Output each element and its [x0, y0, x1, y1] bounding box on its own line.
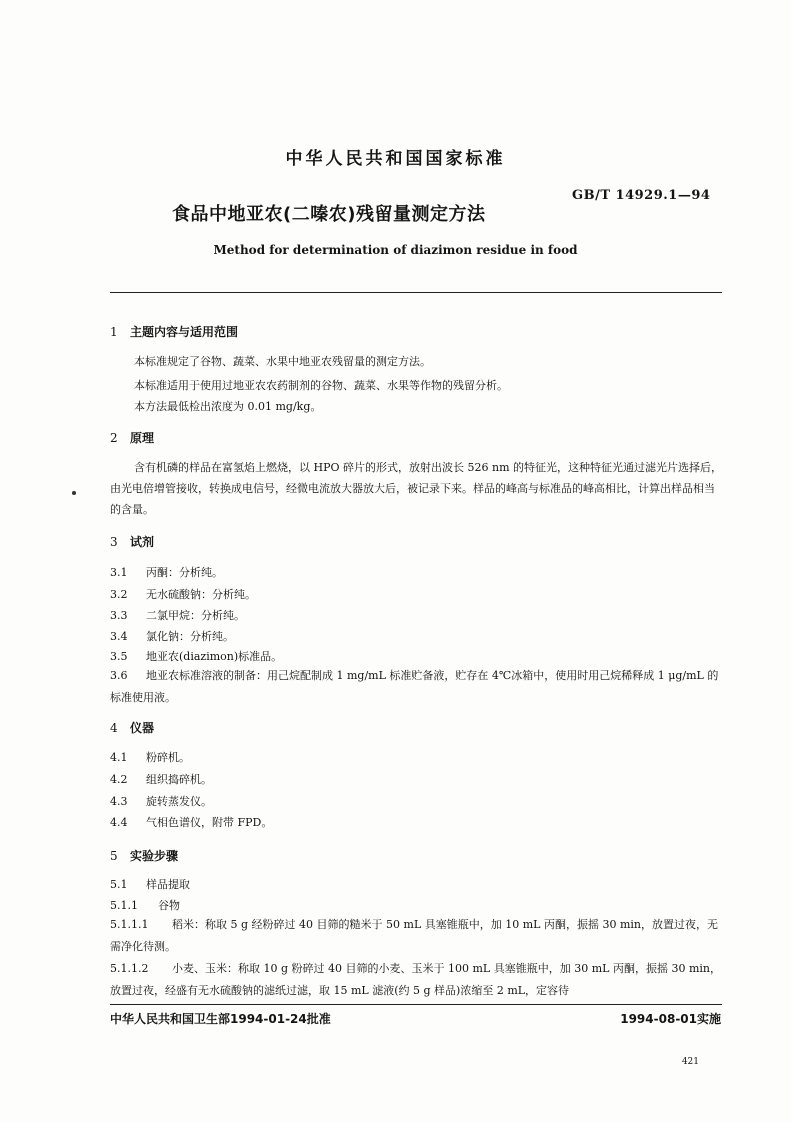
subsection-5-1: 5.1 样品提取: [110, 878, 190, 891]
footer-rule: [110, 1004, 722, 1005]
reagent-item: 3.5 地亚农(diazimon)标准品。: [110, 650, 283, 663]
subsection-5-1-1: 5.1.1 谷物: [110, 899, 180, 912]
instrument-item: 4.3 旋转蒸发仪。: [110, 795, 212, 808]
section-1-line-1: 本标准规定了谷物、蔬菜、水果中地亚农残留量的测定方法。: [134, 355, 431, 368]
reagent-item: 3.2 无水硫酸钠：分析纯。: [110, 588, 256, 601]
section-2-heading: 2 原理: [110, 431, 155, 445]
section-5-heading: 5 实验步骤: [110, 849, 179, 863]
section-1-heading: 1 主题内容与适用范围: [110, 325, 239, 339]
paragraph-5-1-1-1: 5.1.1.1 稻米：称取 5 g 经粉碎过 40 目筛的糙米于 50 mL 具塞锥瓶中，加 10 mL 丙酮，振摇 30 min，放置过夜，无需净化待测。: [110, 918, 718, 953]
reagent-item: 3.4 氯化钠：分析纯。: [110, 630, 234, 643]
title-english: Method for determination of diazimon residue in food: [213, 243, 578, 257]
implementation-date: 1994-08-01实施: [620, 1012, 721, 1026]
reagent-item-standard-solution: 3.6 地亚农标准溶液的制备：用己烷配制成 1 mg/mL 标准贮备液，贮存在 4℃冰箱中，使用时用己烷稀释成 1 μg/mL 的标准使用液。: [110, 669, 719, 704]
reagent-item: 3.3 二氯甲烷：分析纯。: [110, 609, 245, 622]
section-1-line-2: 本标准适用于使用过地亚农农药制剂的谷物、蔬菜、水果等作物的残留分析。: [134, 379, 508, 392]
instrument-item: 4.4 气相色谱仪，附带 FPD。: [110, 816, 273, 829]
title-chinese: 食品中地亚农(二嗪农)残留量测定方法: [172, 204, 486, 225]
section-1-line-3: 本方法最低检出浓度为 0.01 mg/kg。: [134, 400, 322, 413]
paragraph-5-1-1-2: 5.1.1.2 小麦、玉米：称取 10 g 粉碎过 40 目筛的小麦、玉米于 100 mL 具塞锥瓶中，加 30 mL 丙酮，振摇 30 min，放置过夜，经盛有无水硫酸钠的滤纸过滤，取 15 mL 滤液(约 5 g 样品)浓缩至 2 mL，定容待: [110, 962, 721, 997]
instrument-item: 4.2 组织捣碎机。: [110, 773, 212, 786]
page-number: 421: [681, 1057, 699, 1067]
section-3-heading: 3 试剂: [110, 535, 155, 549]
section-4-heading: 4 仪器: [110, 721, 155, 735]
reagent-item: 3.1 丙酮：分析纯。: [110, 566, 223, 579]
instrument-item: 4.1 粉碎机。: [110, 751, 190, 764]
standard-code: GB/T 14929.1—94: [572, 188, 711, 203]
scan-speck: [72, 491, 76, 495]
header-rule: [110, 292, 722, 293]
issuing-organization: 中华人民共和国国家标准: [285, 149, 506, 169]
approval-statement: 中华人民共和国卫生部1994-01-24批准: [110, 1012, 331, 1026]
section-2-paragraph: 含有机磷的样品在富氢焰上燃烧，以 HPO 碎片的形式，放射出波长 526 nm 的特征光，这种特征光通过滤光片选择后，由光电倍增管接收，转换成电信号，经微电流放大器放大后，被记录下来。样品的峰高与标准品的峰高相比，计算出样品相当的含量。: [110, 461, 723, 516]
